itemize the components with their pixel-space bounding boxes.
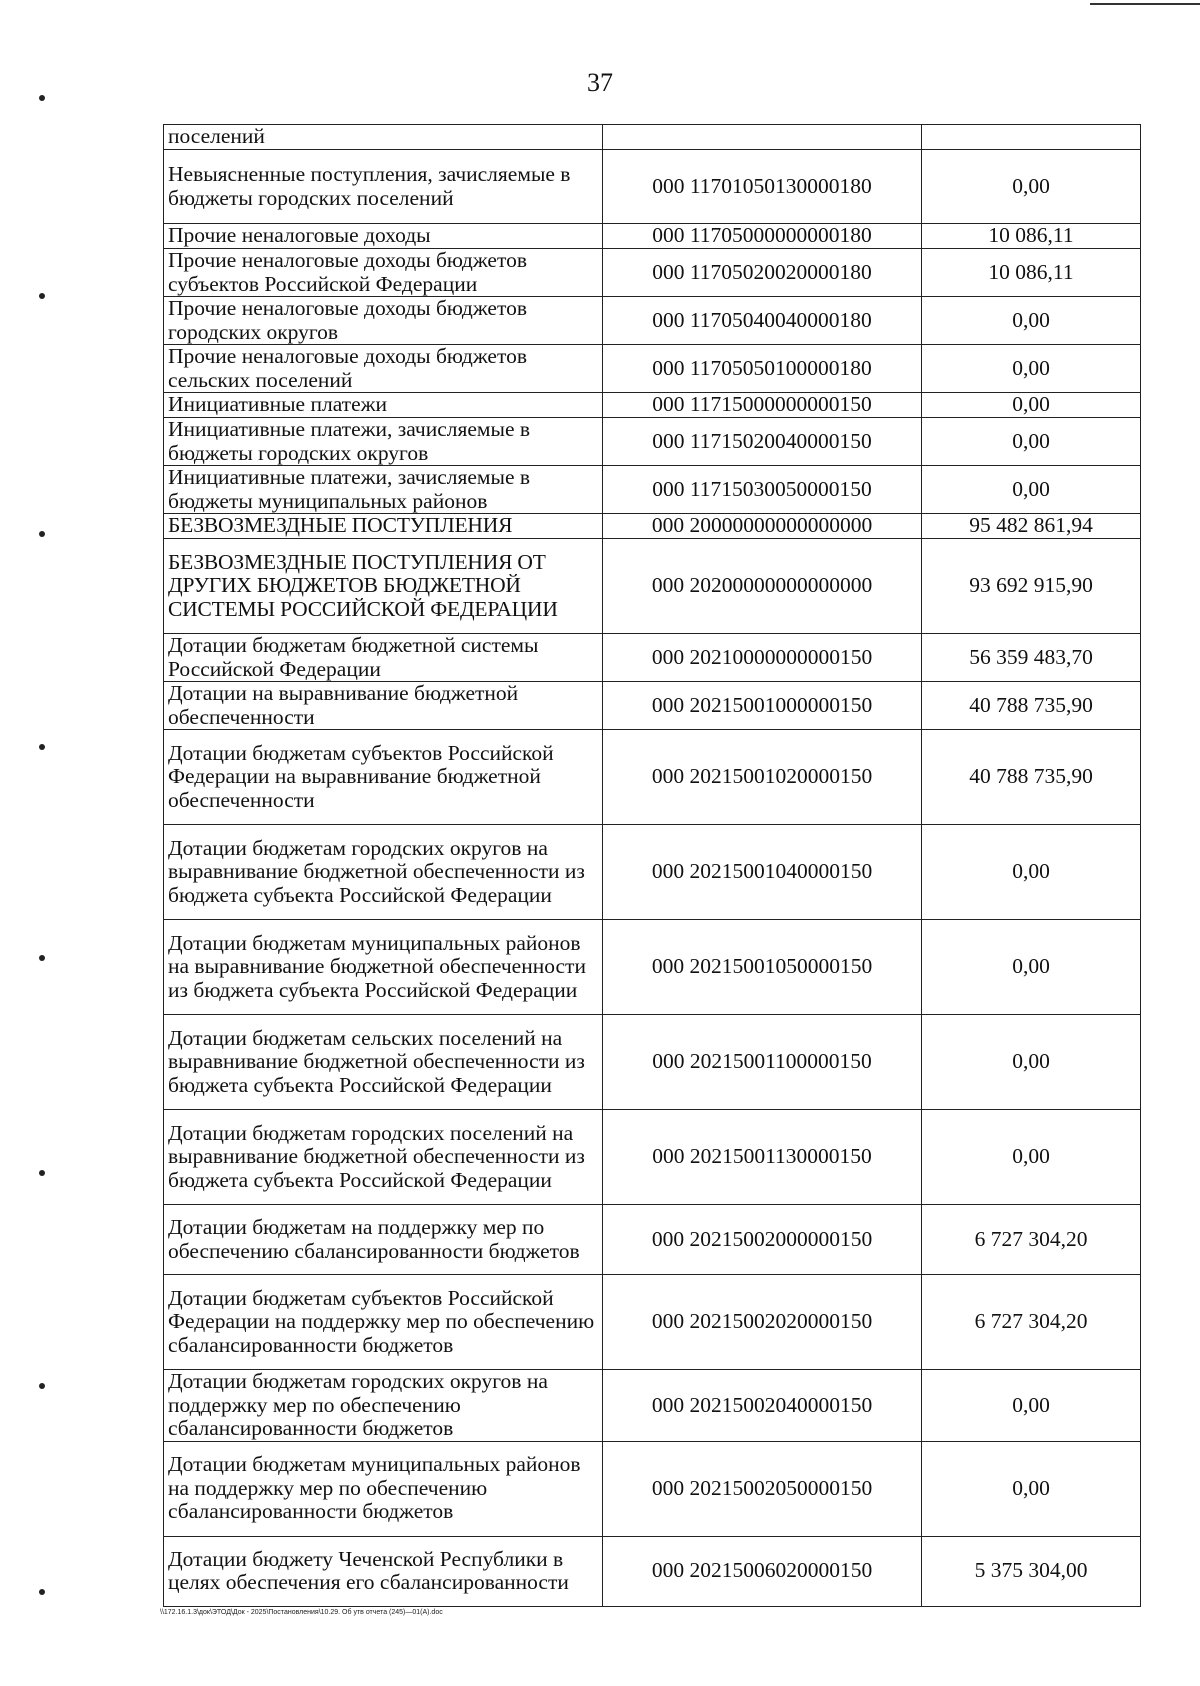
page-number: 37 (587, 68, 613, 97)
row-code-cell: 000 11715000000000150 (603, 393, 922, 418)
row-sum-cell: 40 788 735,90 (922, 682, 1141, 730)
row-name-cell: Дотации бюджетам муниципальных районов на поддержку мер по обеспечению сбалансированности бюджетов (164, 1441, 603, 1536)
row-sum-cell: 0,00 (922, 1110, 1141, 1205)
row-sum-cell: 0,00 (922, 1370, 1141, 1442)
table-row (164, 1205, 1141, 1275)
table-row (164, 393, 1141, 418)
row-name-cell: Дотации бюджетам на поддержку мер по обеспечению сбалансированности бюджетов (164, 1205, 603, 1275)
table-row (164, 345, 1141, 393)
margin-dot (39, 1383, 45, 1389)
row-code-cell: 000 20200000000000000 (603, 539, 922, 634)
row-name-cell: Прочие неналоговые доходы бюджетов субъектов Российской Федерации (164, 249, 603, 297)
row-code-cell: 000 20210000000000150 (603, 634, 922, 682)
row-sum-cell: 0,00 (922, 466, 1141, 514)
row-code-cell: 000 11705040040000180 (603, 297, 922, 345)
table-row (164, 1441, 1141, 1536)
row-code-cell (603, 125, 922, 150)
table-row (164, 150, 1141, 224)
row-code-cell: 000 11705020020000180 (603, 249, 922, 297)
row-sum-cell: 93 692 915,90 (922, 539, 1141, 634)
margin-dot (39, 95, 45, 101)
row-sum-cell: 56 359 483,70 (922, 634, 1141, 682)
row-sum-cell: 6 727 304,20 (922, 1205, 1141, 1275)
row-code-cell: 000 20215001020000150 (603, 730, 922, 825)
row-name-cell: Прочие неналоговые доходы (164, 224, 603, 249)
row-name-cell: Прочие неналоговые доходы бюджетов сельских поселений (164, 345, 603, 393)
row-name-cell: Дотации бюджету Чеченской Республики в целях обеспечения его сбалансированности (164, 1536, 603, 1606)
row-sum-cell: 40 788 735,90 (922, 730, 1141, 825)
table-row (164, 634, 1141, 682)
table-row (164, 514, 1141, 539)
margin-dot (39, 955, 45, 961)
file-path-footer: \\172.16.1.3\док\ЭТОД\Док - 2025\Постановления\10.29. Об утв отчета (245)—01(А).doc (160, 1609, 443, 1616)
table-row (164, 825, 1141, 920)
row-name-cell: Инициативные платежи (164, 393, 603, 418)
row-name-cell: Инициативные платежи, зачисляемые в бюджеты городских округов (164, 418, 603, 466)
row-name-cell: БЕЗВОЗМЕЗДНЫЕ ПОСТУПЛЕНИЯ ОТ ДРУГИХ БЮДЖЕТОВ БЮДЖЕТНОЙ СИСТЕМЫ РОССИЙСКОЙ ФЕДЕРАЦИИ (164, 539, 603, 634)
row-code-cell: 000 11705050100000180 (603, 345, 922, 393)
margin-dot (39, 1170, 45, 1176)
row-sum-cell: 0,00 (922, 150, 1141, 224)
table-row (164, 1536, 1141, 1606)
row-sum-cell: 0,00 (922, 825, 1141, 920)
row-sum-cell: 95 482 861,94 (922, 514, 1141, 539)
table-row (164, 1370, 1141, 1442)
row-name-cell: Дотации бюджетам городских поселений на выравнивание бюджетной обеспеченности из бюджета субъекта Российской Федерации (164, 1110, 603, 1205)
row-sum-cell: 0,00 (922, 297, 1141, 345)
row-code-cell: 000 11701050130000180 (603, 150, 922, 224)
row-code-cell: 000 20215002000000150 (603, 1205, 922, 1275)
row-code-cell: 000 20215001040000150 (603, 825, 922, 920)
row-name-cell: Дотации бюджетам субъектов Российской Федерации на выравнивание бюджетной обеспеченности (164, 730, 603, 825)
row-sum-cell: 5 375 304,00 (922, 1536, 1141, 1606)
row-code-cell: 000 20000000000000000 (603, 514, 922, 539)
row-code-cell: 000 20215001050000150 (603, 920, 922, 1015)
margin-dot (39, 744, 45, 750)
row-code-cell: 000 20215002050000150 (603, 1441, 922, 1536)
row-sum-cell: 0,00 (922, 418, 1141, 466)
table-row (164, 730, 1141, 825)
margin-dot (39, 531, 45, 537)
row-name-cell: Дотации бюджетам городских округов на выравнивание бюджетной обеспеченности из бюджета субъекта Российской Федерации (164, 825, 603, 920)
row-name-cell: Инициативные платежи, зачисляемые в бюджеты муниципальных районов (164, 466, 603, 514)
table-row (164, 249, 1141, 297)
table-row (164, 1015, 1141, 1110)
row-sum-cell: 0,00 (922, 920, 1141, 1015)
row-code-cell: 000 11715020040000150 (603, 418, 922, 466)
row-name-cell: поселений (164, 125, 603, 150)
row-name-cell: Прочие неналоговые доходы бюджетов городских округов (164, 297, 603, 345)
row-code-cell: 000 20215002040000150 (603, 1370, 922, 1442)
row-name-cell: Дотации бюджетам муниципальных районов на выравнивание бюджетной обеспеченности из бюджета субъекта Российской Федерации (164, 920, 603, 1015)
row-name-cell: Дотации на выравнивание бюджетной обеспеченности (164, 682, 603, 730)
row-sum-cell (922, 125, 1141, 150)
table-row (164, 297, 1141, 345)
row-code-cell: 000 11705000000000180 (603, 224, 922, 249)
row-name-cell: Дотации бюджетам сельских поселений на выравнивание бюджетной обеспеченности из бюджета субъекта Российской Федерации (164, 1015, 603, 1110)
row-sum-cell: 0,00 (922, 393, 1141, 418)
row-sum-cell: 10 086,11 (922, 224, 1141, 249)
row-code-cell: 000 20215001000000150 (603, 682, 922, 730)
table-row (164, 125, 1141, 150)
row-code-cell: 000 20215006020000150 (603, 1536, 922, 1606)
row-sum-cell: 0,00 (922, 1441, 1141, 1536)
margin-dot (39, 1589, 45, 1595)
row-name-cell: Дотации бюджетам субъектов Российской Федерации на поддержку мер по обеспечению сбалансированности бюджетов (164, 1275, 603, 1370)
row-code-cell: 000 20215002020000150 (603, 1275, 922, 1370)
table-row (164, 466, 1141, 514)
table-row (164, 682, 1141, 730)
row-sum-cell: 0,00 (922, 345, 1141, 393)
row-code-cell: 000 20215001130000150 (603, 1110, 922, 1205)
row-sum-cell: 6 727 304,20 (922, 1275, 1141, 1370)
margin-dot (39, 293, 45, 299)
table-row (164, 1275, 1141, 1370)
budget-revenue-table (163, 124, 1141, 1607)
table-row (164, 224, 1141, 249)
row-name-cell: Дотации бюджетам бюджетной системы Российской Федерации (164, 634, 603, 682)
table-row (164, 418, 1141, 466)
row-name-cell: БЕЗВОЗМЕЗДНЫЕ ПОСТУПЛЕНИЯ (164, 514, 603, 539)
row-sum-cell: 10 086,11 (922, 249, 1141, 297)
row-code-cell: 000 11715030050000150 (603, 466, 922, 514)
top-edge-line (1090, 3, 1200, 5)
row-sum-cell: 0,00 (922, 1015, 1141, 1110)
row-name-cell: Невыясненные поступления, зачисляемые в бюджеты городских поселений (164, 150, 603, 224)
row-name-cell: Дотации бюджетам городских округов на поддержку мер по обеспечению сбалансированности бюджетов (164, 1370, 603, 1442)
row-code-cell: 000 20215001100000150 (603, 1015, 922, 1110)
table-row (164, 1110, 1141, 1205)
table-row (164, 539, 1141, 634)
table-row (164, 920, 1141, 1015)
